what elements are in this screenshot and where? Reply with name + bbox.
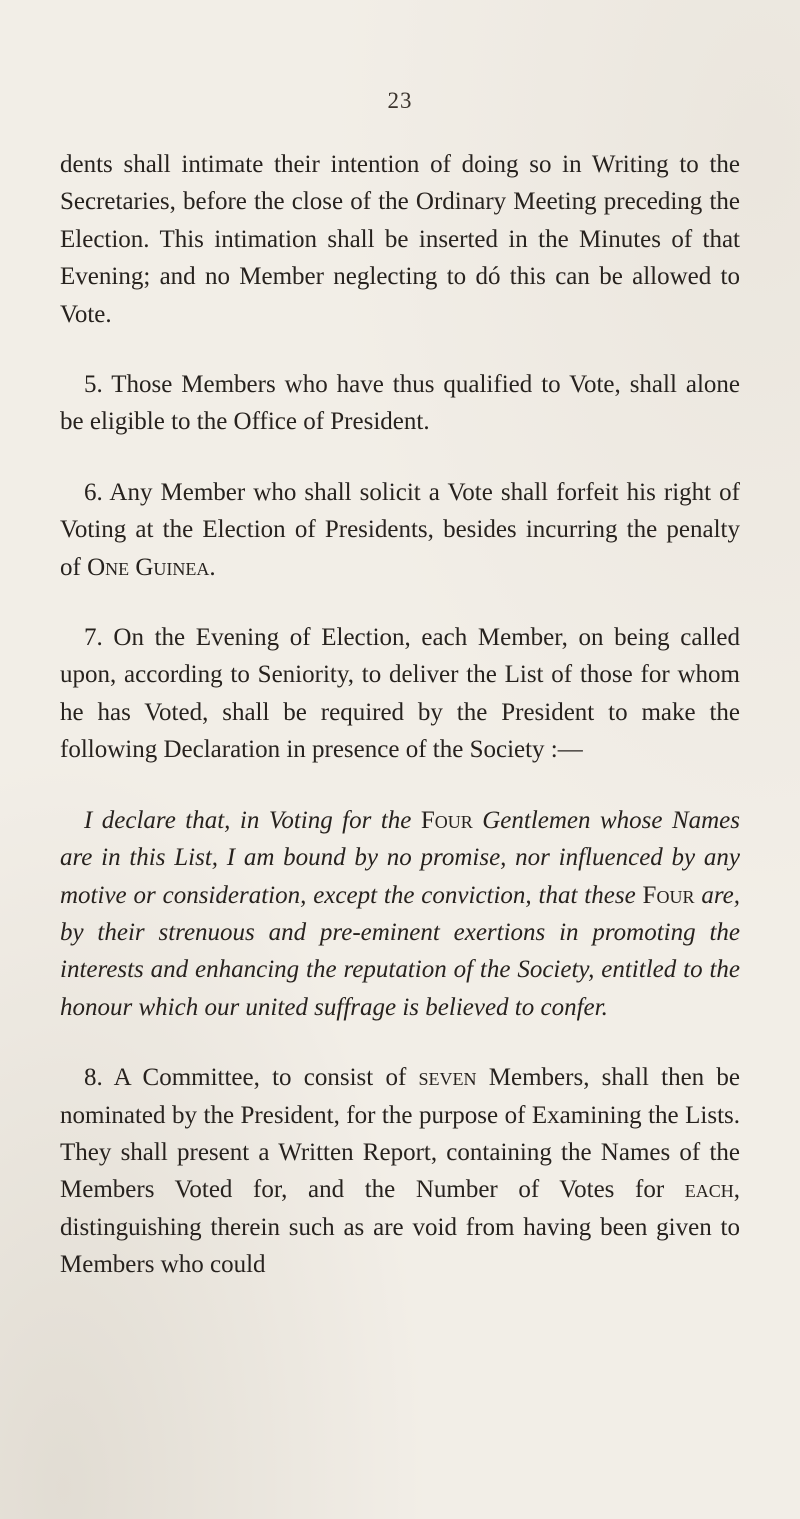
paragraph-8-each: each (684, 1176, 734, 1204)
penalty-amount: One Guinea (87, 553, 210, 581)
declaration-text-1: I declare that, in Voting for the (84, 806, 421, 834)
paragraph-8-text-3: , distinguishing therein such as are void from having been given to Members who could (60, 1176, 740, 1279)
declaration-text-3: are, by their strenuous and pre-eminent exertions in promoting the interests and enhancing the reputation of the Society, entitled to the honour which our united suffrage is believed to confer. (60, 881, 740, 1021)
paragraph-8-text-2: Members, shall then be nominated by the President, for the purpose of Examining the Lists. They shall present a Written Report, containing the Names of the Members Voted for, and the Number of Votes for (60, 1064, 741, 1204)
declaration-text-2: Gentlemen whose Names are in this List, I am bound by no promise, nor influenced by any motive or consideration, except the conviction, that these (60, 806, 740, 909)
paragraph-5-text: 5. Those Members who have thus qualified to Vote, shall alone be eligible to the Office of President. (60, 371, 740, 436)
paragraph-5 (60, 366, 740, 441)
declaration-paragraph (60, 802, 740, 1026)
declaration-four-2: Four (642, 881, 695, 909)
page-number: 23 (387, 88, 413, 113)
paragraph-continued (60, 146, 740, 333)
paragraph-8-text-1: 8. A Committee, to consist of (84, 1064, 419, 1092)
paragraph-6-end: . (209, 553, 216, 581)
body-text (60, 146, 740, 1284)
declaration-four-1: Four (420, 806, 473, 834)
paragraph-8-seven: seven (418, 1064, 477, 1092)
paragraph-8 (60, 1059, 740, 1283)
paragraph-6 (60, 474, 740, 586)
paragraph-7 (60, 619, 740, 769)
paragraph-6-text: 6. Any Member who shall solicit a Vote shall forfeit his right of Voting at the Election of Presidents, besides incurring the penalty of (60, 478, 740, 581)
paragraph-continued-text: dents shall intimate their intention of doing so in Writing to the Secretaries, before the close of the Ordinary Meeting preceding the Election. This intimation shall be inserted in the Minutes of that Evening; and no Member neglecting to dó this can be allowed to Vote. (60, 151, 740, 328)
paragraph-7-text: 7. On the Evening of Election, each Member, on being called upon, according to Seniority, to deliver the List of those for whom he has Voted, shall be required by the President to make the following Declaration in presence of the Society :— (60, 624, 740, 764)
